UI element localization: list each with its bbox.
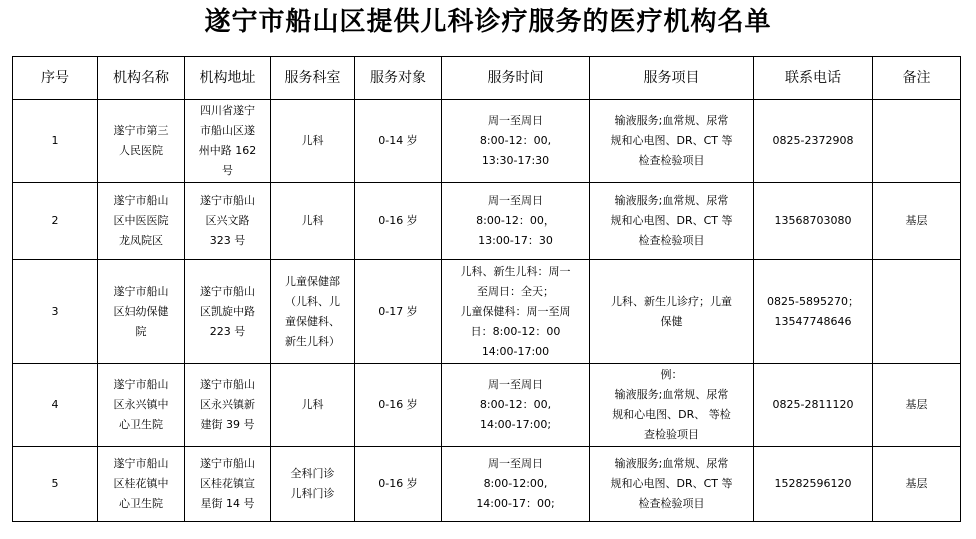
cell-name: 遂宁市船山 区永兴镇中 心卫生院 xyxy=(98,364,185,447)
cell-name: 遂宁市船山 区妇幼保健 院 xyxy=(98,260,185,364)
cell-target: 0-16 岁 xyxy=(355,183,442,260)
table-row xyxy=(13,447,961,522)
header-items: 服务项目 xyxy=(590,57,754,100)
cell-note: 基层 xyxy=(873,183,961,260)
cell-phone: 15282596120 xyxy=(754,447,873,522)
cell-note xyxy=(873,260,961,364)
cell-address: 四川省遂宁 市船山区遂 州中路 162 号 xyxy=(185,100,271,183)
document-title: 遂宁市船山区提供儿科诊疗服务的医疗机构名单 xyxy=(204,7,772,37)
cell-address: 遂宁市船山 区凯旋中路 223 号 xyxy=(185,260,271,364)
header-name: 机构名称 xyxy=(98,57,185,100)
cell-address: 遂宁市船山 区桂花镇宣 星街 14 号 xyxy=(185,447,271,522)
cell-name: 遂宁市船山 区中医医院 龙凤院区 xyxy=(98,183,185,260)
cell-time: 周一至周日 8:00-12：00， 13:00-17：30 xyxy=(442,183,590,260)
header-seq: 序号 xyxy=(13,57,98,100)
cell-target: 0-14 岁 xyxy=(355,100,442,183)
institution-table xyxy=(12,56,961,522)
cell-seq: 2 xyxy=(13,183,98,260)
cell-dept: 全科门诊 儿科门诊 xyxy=(271,447,355,522)
table-header-row xyxy=(13,57,961,100)
cell-seq: 4 xyxy=(13,364,98,447)
header-time: 服务时间 xyxy=(442,57,590,100)
cell-time: 周一至周日 8:00-12：00, 13:30-17:30 xyxy=(442,100,590,183)
cell-target: 0-17 岁 xyxy=(355,260,442,364)
cell-note: 基层 xyxy=(873,364,961,447)
header-dept: 服务科室 xyxy=(271,57,355,100)
cell-dept: 儿科 xyxy=(271,364,355,447)
cell-address: 遂宁市船山 区兴文路 323 号 xyxy=(185,183,271,260)
cell-target: 0-16 岁 xyxy=(355,364,442,447)
table-row xyxy=(13,100,961,183)
cell-items: 例： 输液服务;血常规、尿常 规和心电图、DR、 等检 查检验项目 xyxy=(590,364,754,447)
header-target: 服务对象 xyxy=(355,57,442,100)
cell-dept: 儿童保健部 （儿科、儿 童保健科、 新生儿科） xyxy=(271,260,355,364)
cell-name: 遂宁市第三 人民医院 xyxy=(98,100,185,183)
cell-dept: 儿科 xyxy=(271,183,355,260)
cell-target: 0-16 岁 xyxy=(355,447,442,522)
cell-address: 遂宁市船山 区永兴镇新 建街 39 号 xyxy=(185,364,271,447)
cell-seq: 1 xyxy=(13,100,98,183)
cell-items: 输液服务;血常规、尿常 规和心电图、DR、CT 等 检查检验项目 xyxy=(590,100,754,183)
table-row xyxy=(13,260,961,364)
cell-dept: 儿科 xyxy=(271,100,355,183)
cell-phone: 0825-2811120 xyxy=(754,364,873,447)
cell-name: 遂宁市船山 区桂花镇中 心卫生院 xyxy=(98,447,185,522)
cell-seq: 5 xyxy=(13,447,98,522)
cell-time: 周一至周日 8:00-12：00, 14:00-17:00; xyxy=(442,364,590,447)
cell-time: 周一至周日 8:00-12:00, 14:00-17：00; xyxy=(442,447,590,522)
cell-phone: 0825-2372908 xyxy=(754,100,873,183)
header-address: 机构地址 xyxy=(185,57,271,100)
cell-note: 基层 xyxy=(873,447,961,522)
table-row xyxy=(13,364,961,447)
cell-note xyxy=(873,100,961,183)
header-phone: 联系电话 xyxy=(754,57,873,100)
cell-time: 儿科、新生儿科：周一 至周日：全天； 儿童保健科：周一至周 日：8:00-12：00 14:00-17:00 xyxy=(442,260,590,364)
cell-items: 儿科、新生儿诊疗；儿童 保健 xyxy=(590,260,754,364)
table-row xyxy=(13,183,961,260)
cell-items: 输液服务;血常规、尿常 规和心电图、DR、CT 等 检查检验项目 xyxy=(590,447,754,522)
header-note: 备注 xyxy=(873,57,961,100)
cell-items: 输液服务;血常规、尿常 规和心电图、DR、CT 等 检查检验项目 xyxy=(590,183,754,260)
cell-seq: 3 xyxy=(13,260,98,364)
cell-phone: 13568703080 xyxy=(754,183,873,260)
cell-phone: 0825-5895270； 13547748646 xyxy=(754,260,873,364)
